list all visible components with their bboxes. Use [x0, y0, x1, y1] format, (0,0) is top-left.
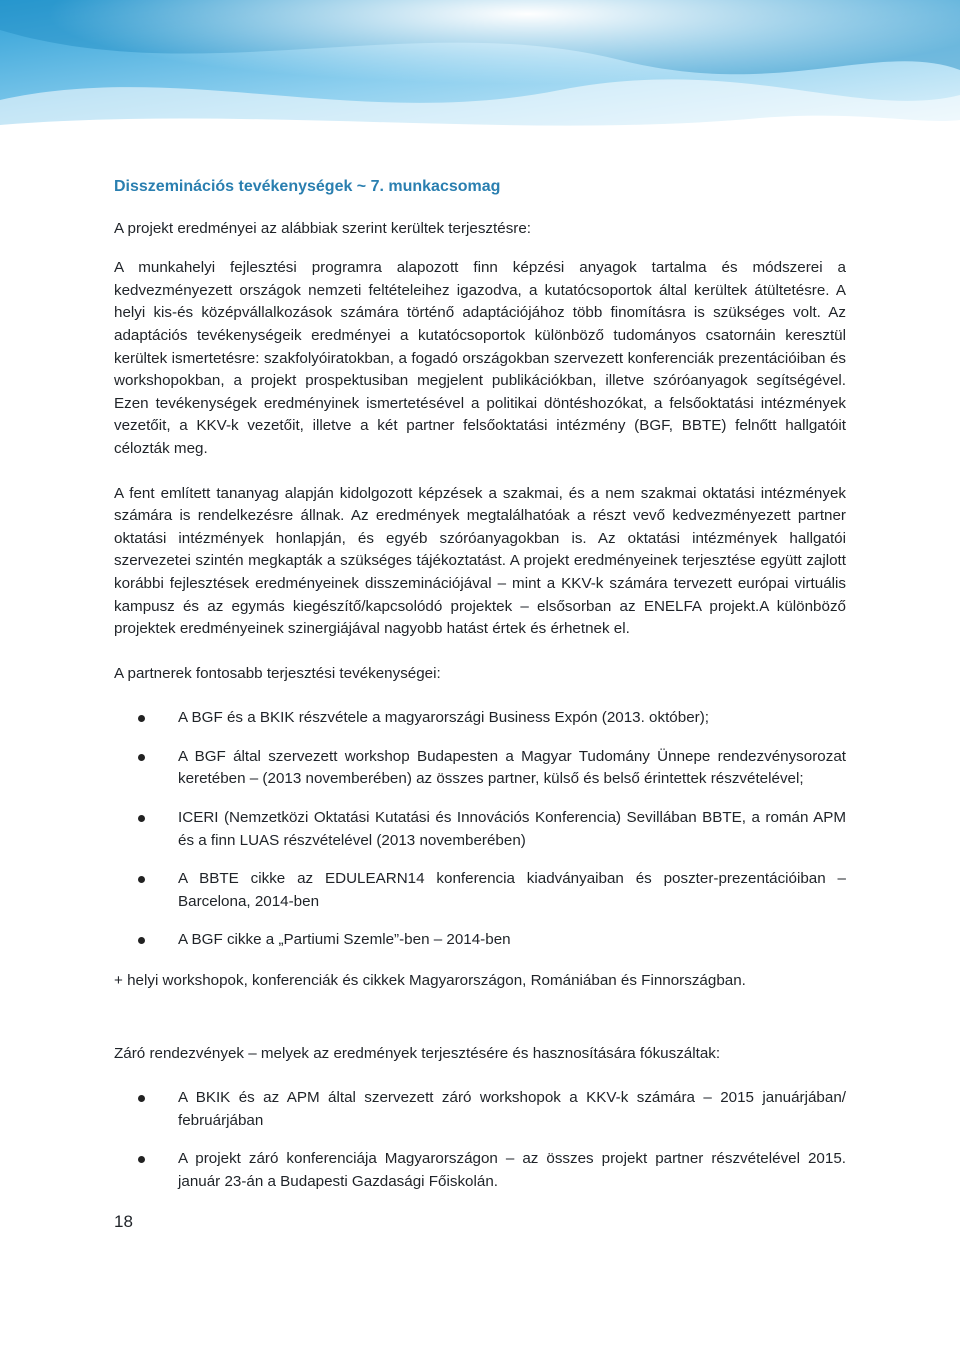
partners-intro: A partnerek fontosabb terjesztési tevékenységei:	[114, 664, 441, 682]
closing-events-intro: Záró rendezvények – melyek az eredmények terjesztésére és hasznosítására fókuszáltak:	[114, 1044, 721, 1062]
closing-events-list	[114, 1087, 846, 1193]
list-item: A BKIK és az APM által szervezett záró workshopok a KKV-k számára – 2015 januárjában/ februárjában	[114, 1087, 846, 1132]
section-heading: Disszeminációs tevékenységek ~ 7. munkacsomag	[114, 178, 501, 195]
local-activities-note: + helyi workshopok, konferenciák és cikkek Magyarországon, Romániában és Finnországban.	[114, 972, 746, 990]
bullet-icon	[138, 754, 145, 761]
list-item: A BGF cikke a „Partiumi Szemle”-ben – 2014-ben	[114, 929, 846, 952]
bullet-icon	[138, 876, 145, 883]
decorative-banner	[0, 0, 960, 140]
bullet-icon	[138, 937, 145, 944]
document-body	[114, 176, 846, 1212]
list-item: ICERI (Nemzetközi Oktatási Kutatási és Innovációs Konferencia) Sevillában BBTE, a román APM és a finn LUAS részvételével (2013 novemberében)	[114, 807, 846, 852]
paragraph-adaptation: A munkahelyi fejlesztési programra alapozott finn képzési anyagok tartalma és módszerei a kedvezményezett országok nemzeti feltételeihez igazodva, a kutatócsoportok által kerültek átültetésre. A helyi kis-és középvállalkozások számára történő adaptációjához több finomításra is szükséges volt. Az adaptációs tevékenységeik eredményei a kutatócsoportok különböző tudományos csatornáin keresztül kerültek ismertetésre: szakfolyóiratokban, a fogadó országokban szervezett konferenciák prezentációiban és workshopokban, a projekt prospektusiban megjelent publikációkban, illetve szóróanyagok segítségével. Ezen tevékenységek eredményinek ismertetésével a politikai döntéshozókat, a felsőoktatási intézmények vezetőit, a KKV-k vezetőit, illetve a két partner felsőoktatási intézmény (BGF, BBTE) felnőtt hallgatóit célozták meg.	[114, 259, 846, 457]
list-item: A projekt záró konferenciája Magyarországon – az összes projekt partner részvételével 2015. január 23-án a Budapesti Gazdasági Főiskolán.	[114, 1148, 846, 1193]
abstract-wave-graphic	[0, 0, 960, 140]
page-number: 18	[114, 1212, 133, 1231]
list-item: A BGF és a BKIK részvétele a magyarországi Business Expón (2013. október);	[114, 707, 846, 730]
list-item: A BGF által szervezett workshop Budapesten a Magyar Tudomány Ünnepe rendezvénysorozat keretében – (2013 novemberében) az összes partner, külső és belső érintettek részvételével;	[114, 746, 846, 791]
paragraph-results: A fent említett tananyag alapján kidolgozott képzések a szakmai, és a nem szakmai oktatási intézmények számára is rendelkezésre állnak. Az eredmények megtalálhatóak a részt vevő kedvezményezett partner oktatási intézmények honlapján, és egyéb szóróanyagokban is. Az oktatási intézmények hallgatói szervezetei szintén megkapták a szükséges tájékoztatást. A projekt eredményeinek terjesztése együtt zajlott korábbi fejlesztések eredményeinek disszeminációjával – mint a KKV-k számára tervezett európai virtuális kampusz és az egymás kiegészítő/kapcsolódó projektek – elsősorban az ENELFA projekt.A különböző projektek eredményeinek szinergiájával nagyobb hatást értek és érhetnek el.	[114, 484, 846, 638]
bullet-icon	[138, 1095, 145, 1102]
bullet-icon	[138, 1156, 145, 1163]
partner-activities-list	[114, 707, 846, 952]
bullet-icon	[138, 815, 145, 822]
bullet-icon	[138, 715, 145, 722]
list-item: A BBTE cikke az EDULEARN14 konferencia kiadványaiban és poszter-prezentációiban – Barcelona, 2014-ben	[114, 868, 846, 913]
intro-text: A projekt eredményei az alábbiak szerint kerültek terjesztésre:	[114, 219, 532, 237]
